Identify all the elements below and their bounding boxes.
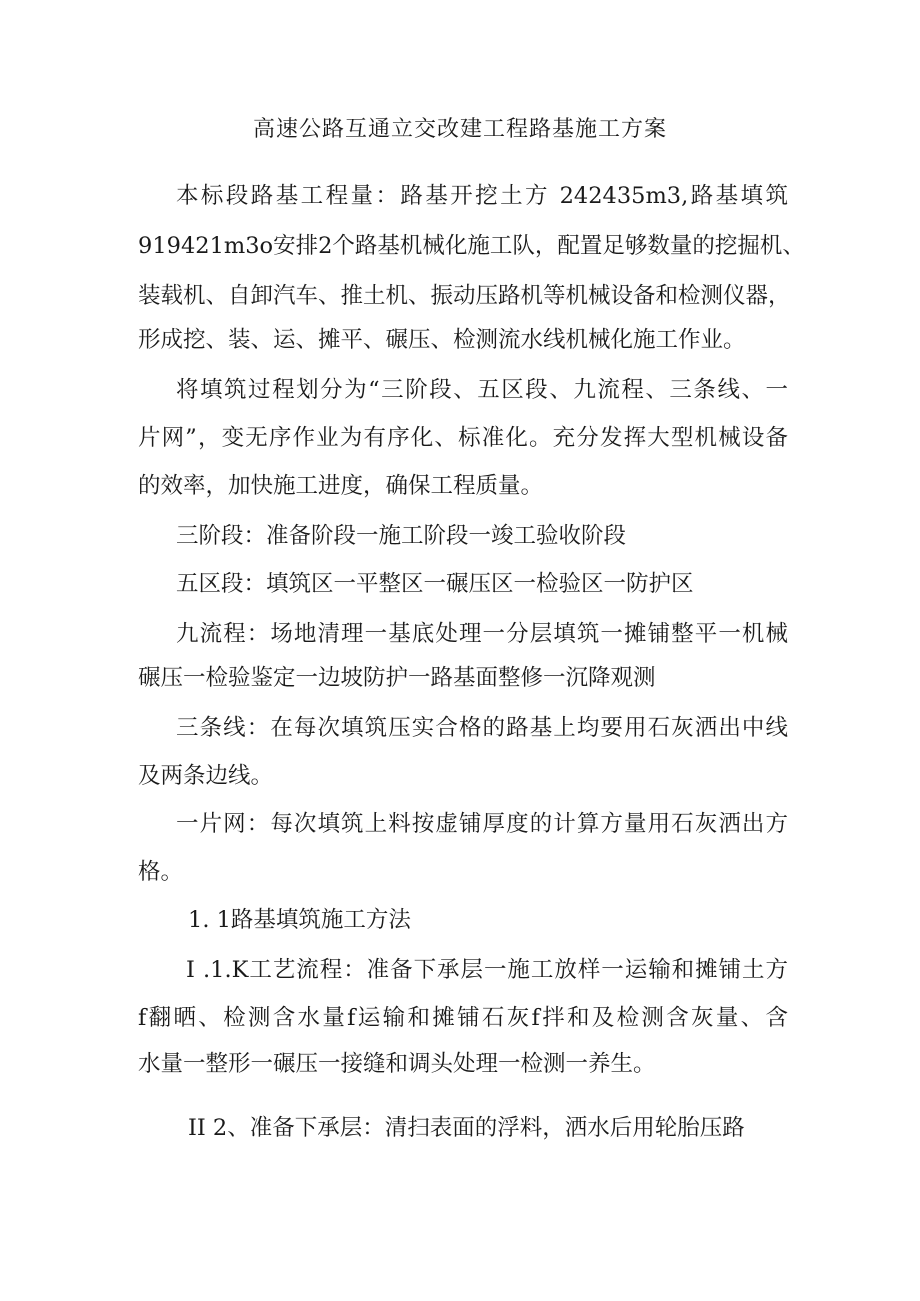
process-flow-line: f翻晒、检测含水量f运输和摊铺石灰f拌和及检测含灰量、含: [138, 1005, 788, 1031]
grid-line: 格。: [138, 859, 184, 885]
process-line: 碾压一检验鉴定一边坡防护一路基面整修一沉降观测: [138, 665, 656, 691]
paragraph-line: 919421m3o安排2个路基机械化施工队，配置足够数量的挖掘机、: [138, 233, 805, 259]
prepare-layer-line: II 2、准备下承层：清扫表面的浮料，洒水后用轮胎压路: [188, 1115, 745, 1141]
process-line: 九流程：场地清理一基底处理一分层填筑一摊铺整平一机械: [176, 621, 788, 647]
lines-line: 三条线：在每次填筑压实合格的路基上均要用石灰洒出中线: [176, 715, 788, 741]
lines-line: 及两条边线。: [138, 763, 274, 789]
document-title: 高速公路互通立交改建工程路基施工方案: [252, 117, 667, 142]
zone-line: 五区段：填筑区一平整区一碾压区一检验区一防护区: [176, 571, 694, 597]
paragraph-line: 形成挖、装、运、摊平、碾压、检测流水线机械化施工作业。: [138, 327, 746, 353]
paragraph-line: 本标段路基工程量：路基开挖土方 242435m3,路基填筑: [176, 183, 788, 209]
paragraph-line: 片网”，变无序作业为有序化、标准化。充分发挥大型机械设备: [138, 425, 788, 451]
paragraph-line: 的效率，加快施工进度，确保工程质量。: [138, 473, 544, 499]
section-heading: 1. 1路基填筑施工方法: [188, 907, 411, 933]
stage-line: 三阶段：准备阶段一施工阶段一竣工验收阶段: [176, 523, 627, 549]
process-flow-line: 水量一整形一碾压一接缝和调头处理一检测一养生。: [138, 1051, 656, 1077]
process-flow-line: I .1.K工艺流程：准备下承层一施工放样一运输和摊铺土方: [186, 957, 788, 983]
grid-line: 一片网：每次填筑上料按虚铺厚度的计算方量用石灰洒出方: [176, 811, 788, 837]
paragraph-line: 装载机、自卸汽车、推土机、振动压路机等机械设备和检测仪器，: [138, 283, 791, 309]
paragraph-line: 将填筑过程划分为“三阶段、五区段、九流程、三条线、一: [176, 377, 788, 403]
